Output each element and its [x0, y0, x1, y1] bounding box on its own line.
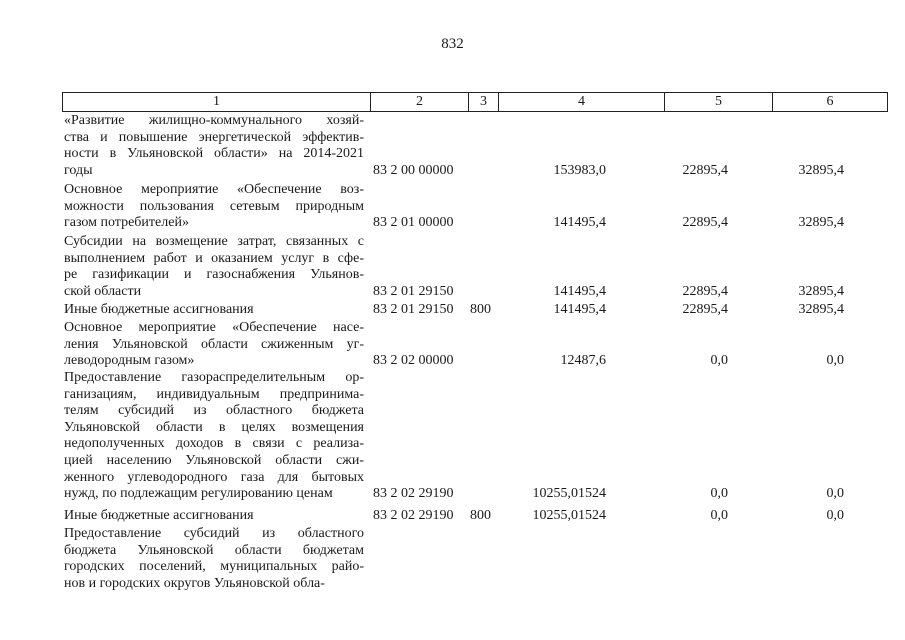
- column-header-1: 1: [63, 93, 371, 111]
- row-name-line: можности пользования сетевым природным: [64, 198, 364, 214]
- row-name-line: ства и повышение энергетической эффектив-: [64, 129, 364, 145]
- row-name-line: бюджета Ульяновской области бюджетам: [64, 542, 364, 558]
- cell-code: 83 2 01 29150: [373, 302, 454, 317]
- cell-v6: 0,0: [826, 353, 844, 369]
- cell-v5: 0,0: [710, 353, 728, 369]
- row-name-line: годы: [64, 162, 93, 178]
- column-header-2: 2: [371, 93, 469, 111]
- row-name: [64, 113, 364, 179]
- row-name-line: Субсидии на возмещение затрат, связанных с: [64, 234, 364, 249]
- table-row: [62, 302, 862, 319]
- cell-vr: 800: [470, 302, 491, 317]
- cell-v5: 22895,4: [682, 302, 728, 317]
- row-name-line: леводородным газом»: [64, 353, 195, 369]
- row-name: [64, 320, 364, 370]
- row-name-line: Предоставление субсидий из областного: [64, 526, 364, 541]
- row-name-line: выполнением работ и оказанием услуг в сфе-: [64, 250, 364, 266]
- page-number: 832: [441, 36, 464, 52]
- row-name-line: ления Ульяновской области сжиженным уг-: [64, 336, 364, 352]
- row-name: [64, 182, 364, 232]
- table-header: [62, 92, 888, 112]
- table-row: [62, 320, 862, 370]
- table-row: [62, 526, 862, 592]
- cell-v4: 10255,01524: [532, 508, 606, 523]
- row-name-line: цией населению Ульяновской области сжи-: [64, 452, 364, 468]
- cell-code: 83 2 01 29150: [373, 283, 454, 299]
- cell-v6: 0,0: [826, 486, 844, 502]
- row-name-line: Ульяновской области в целях возмещения: [64, 419, 364, 435]
- cell-code: 83 2 00 00000: [373, 162, 454, 178]
- cell-v5: 0,0: [710, 486, 728, 502]
- cell-v6: 32895,4: [798, 283, 844, 299]
- cell-code: 83 2 02 00000: [373, 353, 454, 369]
- row-name-line: нужд, по подлежащим регулированию ценам: [64, 486, 333, 502]
- row-name-line: ганизациям, индивидуальным предпринима-: [64, 386, 364, 402]
- row-name-line: Основное мероприятие «Обеспечение воз-: [64, 182, 364, 197]
- row-name-line: Иные бюджетные ассигнования: [64, 508, 254, 523]
- cell-v6: 0,0: [826, 508, 844, 523]
- row-name-line: газом потребителей»: [64, 215, 189, 231]
- table-row: [62, 508, 862, 525]
- table-row: [62, 113, 862, 179]
- row-name: [64, 508, 364, 525]
- row-name: [64, 302, 364, 319]
- table-row: [62, 182, 862, 232]
- row-name-line: женного углеводородного газа для бытовых: [64, 469, 364, 485]
- row-name-line: «Развитие жилищно-коммунального хозяй-: [64, 113, 364, 128]
- cell-code: 83 2 02 29190: [373, 486, 454, 502]
- cell-v4: 12487,6: [560, 353, 606, 369]
- cell-code: 83 2 01 00000: [373, 215, 454, 231]
- cell-v4: 141495,4: [553, 215, 606, 231]
- row-name-line: ре газификации и газоснабжения Ульянов-: [64, 267, 364, 283]
- row-name-line: городских поселений, муниципальных райо-: [64, 559, 364, 575]
- cell-code: 83 2 02 29190: [373, 508, 454, 523]
- row-name: [64, 370, 364, 503]
- cell-v5: 22895,4: [682, 162, 728, 178]
- cell-v6: 32895,4: [798, 302, 844, 317]
- row-name-line: ской области: [64, 283, 142, 299]
- row-name-line: нов и городских округов Ульяновской обла-: [64, 575, 325, 591]
- column-header-5: 5: [665, 93, 773, 111]
- row-name: [64, 526, 364, 592]
- row-name-line: Основное мероприятие «Обеспечение насе-: [64, 320, 364, 335]
- cell-v5: 0,0: [710, 508, 728, 523]
- column-header-6: 6: [826, 94, 834, 109]
- table-row: [62, 234, 862, 300]
- cell-vr: 800: [470, 508, 491, 523]
- cell-v6: 32895,4: [798, 162, 844, 178]
- cell-v4: 141495,4: [553, 302, 606, 317]
- row-name-line: телям субсидий из областного бюджета: [64, 403, 364, 419]
- row-name: [64, 234, 364, 300]
- row-name-line: Иные бюджетные ассигнования: [64, 302, 254, 317]
- column-header-4: 4: [499, 93, 665, 111]
- table-row: [62, 370, 862, 503]
- cell-v4: 10255,01524: [532, 486, 606, 502]
- cell-v5: 22895,4: [682, 283, 728, 299]
- cell-v6: 32895,4: [798, 215, 844, 231]
- row-name-line: недополученных доходов в связи с реализа-: [64, 436, 364, 452]
- row-name-line: Предоставление газораспределительным ор-: [64, 370, 364, 385]
- cell-v4: 153983,0: [553, 162, 606, 178]
- row-name-line: ности в Ульяновской области» на 2014-2021: [64, 146, 364, 162]
- cell-v4: 141495,4: [553, 283, 606, 299]
- column-header-3: 3: [469, 93, 499, 111]
- cell-v5: 22895,4: [682, 215, 728, 231]
